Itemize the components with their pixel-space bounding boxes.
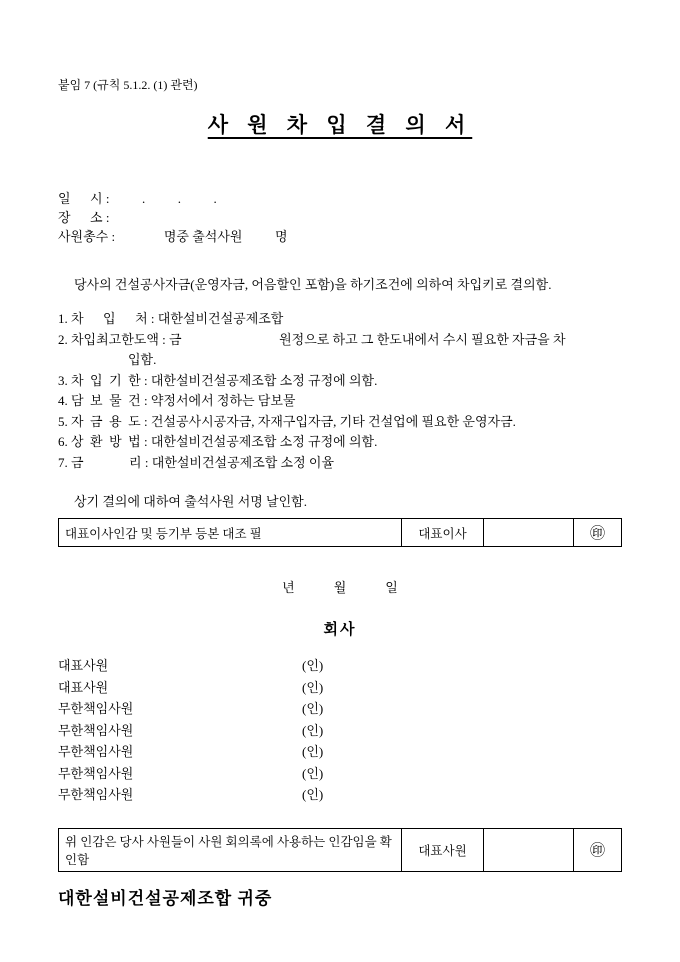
meta-line-member-count: 사원총수 : 명중 출석사원 명 (58, 229, 288, 244)
signer-row (58, 677, 622, 699)
signer-role: 무한책임사원 (58, 744, 134, 759)
loan-item-max-amount-cont: 입함. (128, 352, 157, 367)
seal-mark-icon: ㊞ (573, 519, 621, 546)
signer-seal-placeholder: (인) (302, 744, 324, 759)
seal-mark-icon: ㊞ (573, 829, 621, 871)
seal-check-table (58, 518, 622, 547)
seal-confirmation-table (58, 828, 622, 872)
signer-role: 무한책임사원 (58, 787, 134, 802)
signer-role: 무한책임사원 (58, 701, 134, 716)
seal-confirmation-role: 대표사원 (401, 829, 483, 871)
seal-check-role: 대표이사 (401, 519, 483, 546)
date-line: 년 월 일 (282, 580, 398, 595)
loan-item-interest: 7. 금 리 : 대한설비건설공제조합 소정 이율 (58, 454, 335, 470)
signer-seal-placeholder: (인) (302, 701, 324, 716)
signer-seal-placeholder: (인) (302, 722, 324, 738)
signer-seal-placeholder: (인) (302, 787, 324, 802)
loan-item-repayment: 6. 상 환 방 법 : 대한설비건설공제조합 소정 규정에 의함. (58, 434, 378, 449)
signer-seal-placeholder: (인) (302, 658, 324, 673)
seal-check-blank-cell (483, 519, 573, 546)
signer-role: 무한책임사원 (58, 722, 134, 738)
company-heading: 회사 (323, 622, 357, 638)
signature-statement: 상기 결의에 대하여 출석사원 서명 날인함. (74, 494, 307, 509)
seal-check-note: 대표이사인감 및 등기부 등본 대조 필 (65, 526, 262, 541)
signer-row (58, 698, 622, 720)
signer-seal-placeholder: (인) (302, 765, 324, 781)
attachment-note: 붙임 7 (규칙 5.1.2. (1) 관련) (58, 78, 198, 92)
loan-item-purpose: 5. 자 금 용 도 : 건설공사시공자금, 자재구입자금, 기타 건설업에 필요한 운영자금. (58, 413, 516, 429)
loan-terms-list (58, 309, 622, 473)
document-title: 사 원 차 입 결 의 서 (207, 113, 473, 137)
loan-item-lender: 1. 차 입 처 : 대한설비건설공제조합 (58, 311, 284, 326)
signer-row (58, 720, 622, 742)
signer-row (58, 763, 622, 785)
loan-item-max-amount: 2. 차입최고한도액 : 금 원정으로 하고 그 한도내에서 수시 필요한 자금을 차 (58, 331, 566, 347)
meta-line-place: 장 소 : (58, 210, 110, 225)
seal-confirmation-blank-cell (483, 829, 573, 871)
recipient-line: 대한설비건설공제조합 귀중 (58, 888, 273, 908)
loan-item-collateral: 4. 담 보 물 건 : 약정서에서 정하는 담보물 (58, 393, 296, 408)
signer-role: 무한책임사원 (58, 765, 134, 781)
signer-row (58, 741, 622, 763)
signer-role: 대표사원 (58, 679, 109, 695)
meta-line-datetime: 일 시 : . . . (58, 191, 217, 206)
seal-confirmation-note: 위 인감은 당사 사원들이 사원 회의록에 사용하는 인감임을 확인함 (65, 834, 392, 867)
signer-row (58, 655, 622, 677)
signers-list (58, 655, 622, 806)
preamble-paragraph: 당사의 건설공사자금(운영자금, 어음할인 포함)을 하기조건에 의하여 차입키로 결의함. (74, 277, 552, 292)
signer-role: 대표사원 (58, 658, 109, 673)
meta-block (58, 189, 622, 246)
loan-item-term: 3. 차 입 기 한 : 대한설비건설공제조합 소정 규정에 의함. (58, 372, 378, 388)
signer-seal-placeholder: (인) (302, 679, 324, 695)
signer-row (58, 784, 622, 806)
